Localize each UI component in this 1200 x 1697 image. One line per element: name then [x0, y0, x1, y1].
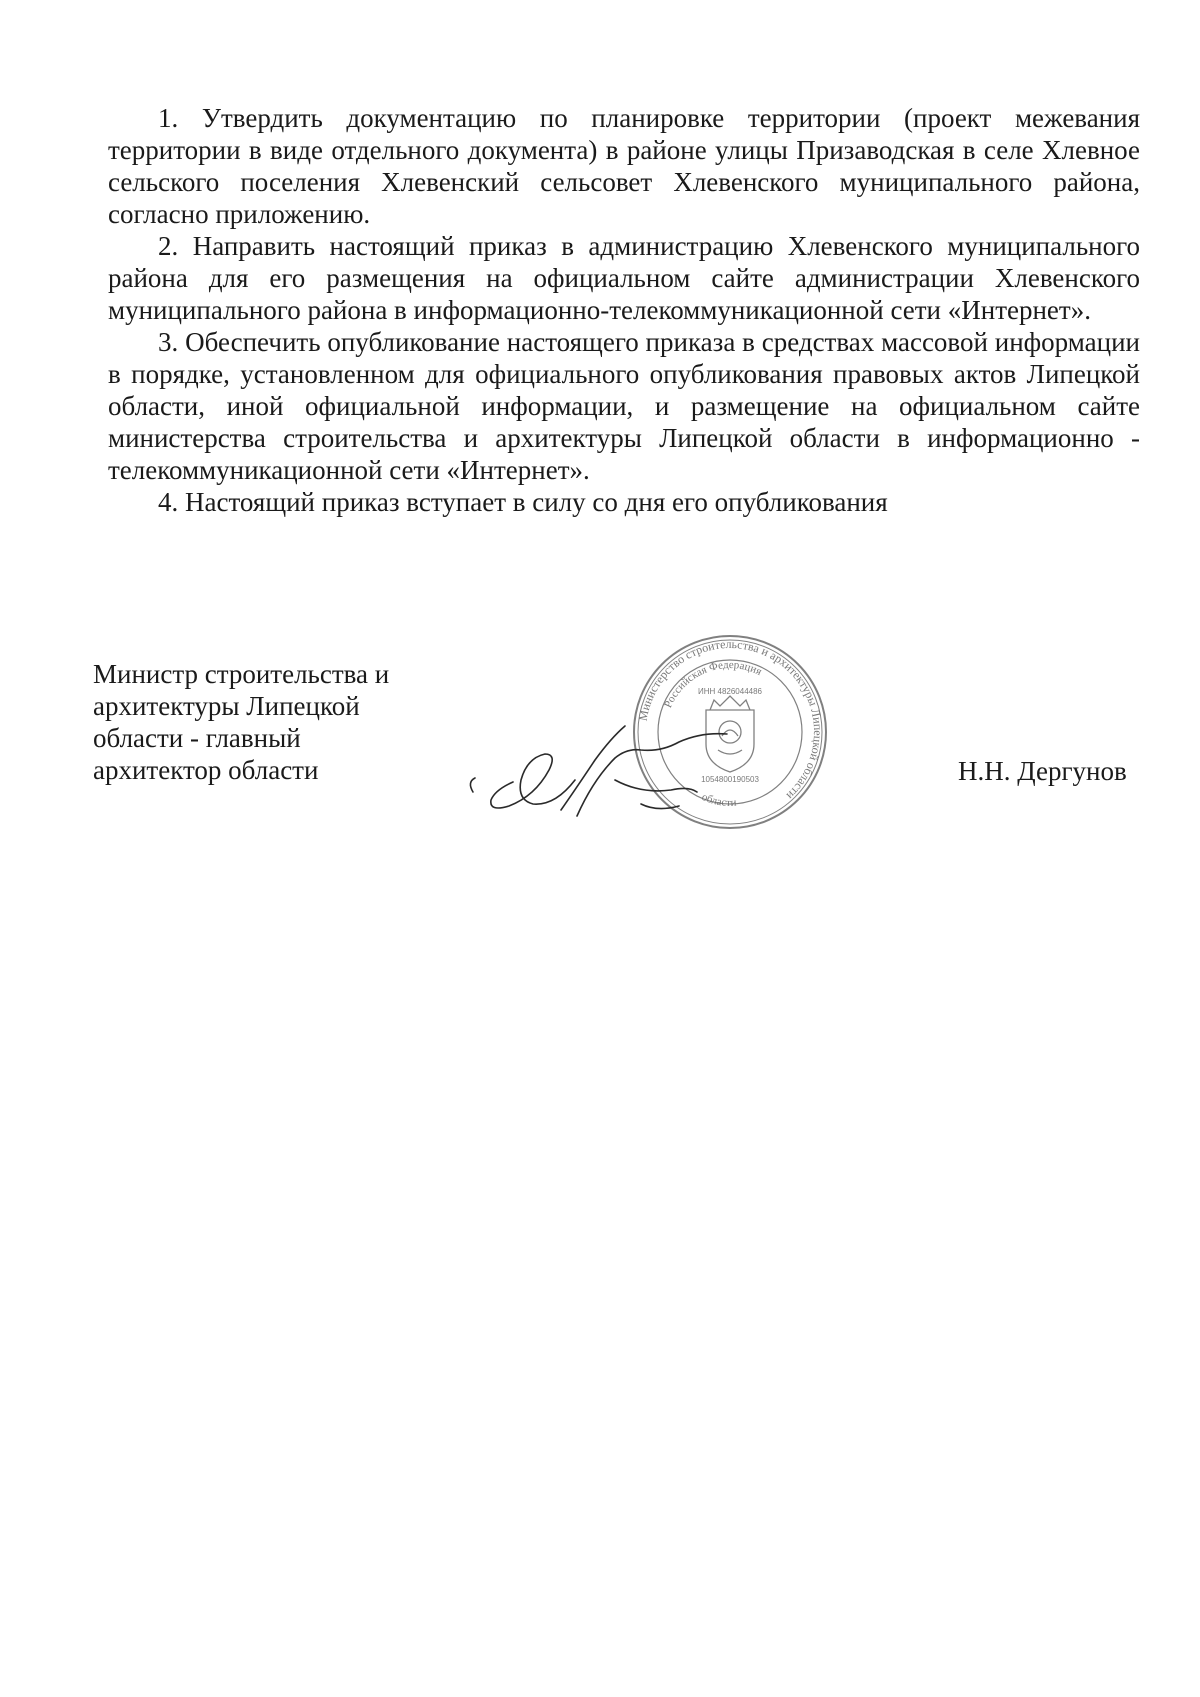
- signer-name: Н.Н. Дергунов: [958, 756, 1127, 786]
- order-item-1: 1. Утвердить документацию по планировке территории (проект межевания территории в виде отдельного документа) в районе улицы Призаводская в селе Хлевное сельского поселения Хлевенский сельсовет Хлевенского муниципального района, согласно приложению.: [108, 103, 1140, 229]
- signer-title-line: архитектуры Липецкой: [93, 691, 360, 721]
- order-item-2: 2. Направить настоящий приказ в администрацию Хлевенского муниципального района для его размещения на официальном сайте администрации Хлевенского муниципального района в информационно-телекоммуникационной сети «Интернет».: [108, 231, 1140, 325]
- handwritten-signature: [465, 720, 735, 830]
- stamp-bottom-text: области: [699, 790, 737, 810]
- stamp-inner-text: Российская Федерация: [662, 658, 764, 710]
- order-item-4: 4. Настоящий приказ вступает в силу со дня его опубликования: [158, 487, 888, 517]
- stamp-outer-text: Министерство строительства и архитектуры Липецкой области: [635, 636, 826, 803]
- stamp-ogrn: 1054800190503: [701, 775, 759, 784]
- signer-title: [93, 658, 423, 786]
- signer-title-line: Министр строительства и: [93, 659, 390, 689]
- signer-title-line: области - главный: [93, 723, 301, 753]
- order-item-3: 3. Обеспечить опубликование настоящего приказа в средствах массовой информации в порядке, установленном для официального опубликования правовых актов Липецкой области, иной официальной информации, и размещение на официальном сайте министерства строительства и архитектуры Липецкой области в информационно - телекоммуникационной сети «Интернет».: [108, 327, 1140, 485]
- stamp-inn: ИНН 4826044486: [697, 687, 763, 696]
- signer-title-line: архитектор области: [93, 755, 319, 785]
